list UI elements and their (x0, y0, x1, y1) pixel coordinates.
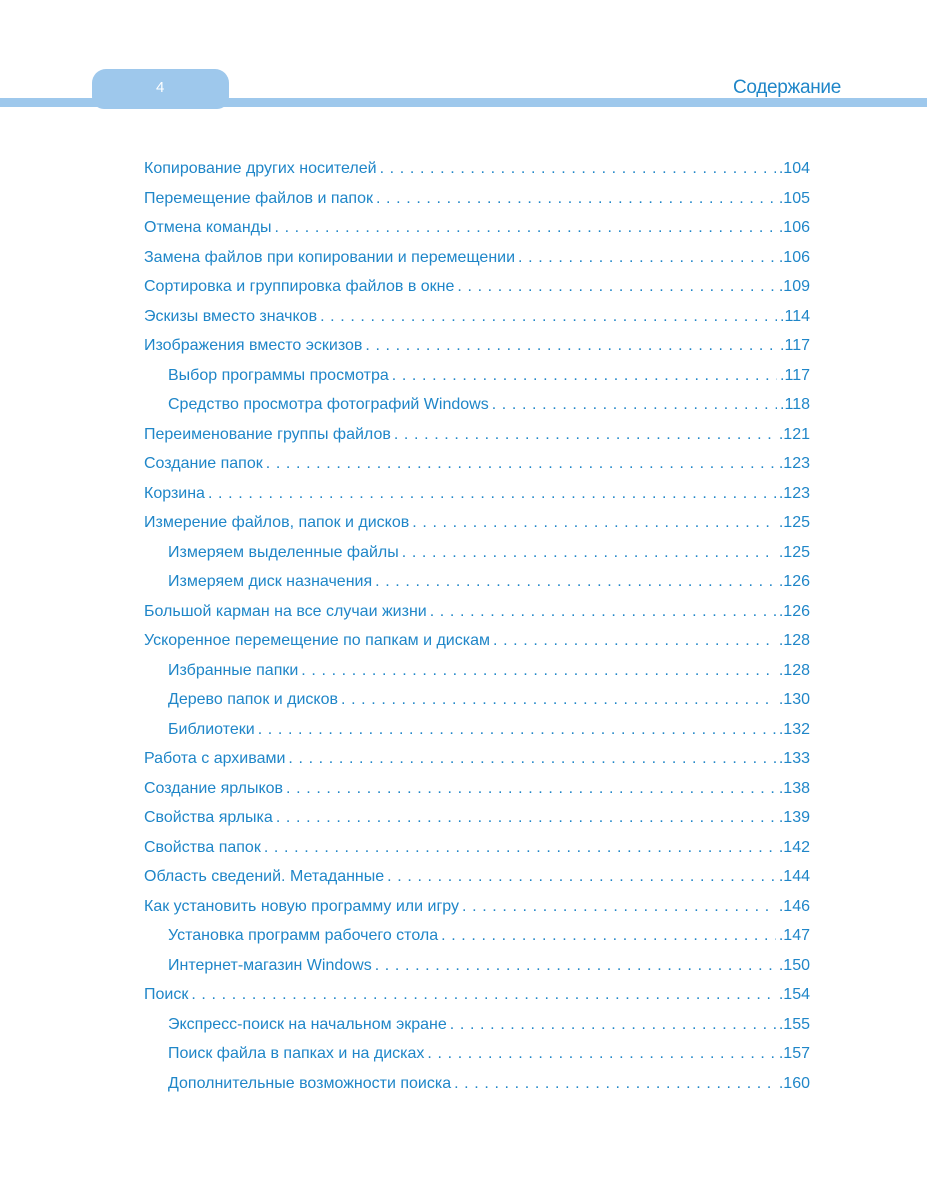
toc-entry-title: Измеряем диск назначения (168, 573, 373, 590)
toc-dot-leader (375, 957, 776, 975)
toc-dot-leader (457, 278, 775, 296)
toc-entry-page: .126 (778, 602, 810, 620)
toc-entry-page: .132 (778, 720, 810, 738)
toc-entry-page: .128 (778, 661, 810, 679)
toc-entry-title: Перемещение файлов и папок (144, 189, 373, 207)
toc-entry-title: Эскизы вместо значков (144, 307, 318, 325)
toc-dot-leader (493, 632, 776, 650)
toc-entry[interactable] (144, 367, 810, 397)
toc-entry-title: Переименование группы файлов (144, 425, 391, 443)
toc-entry[interactable] (144, 750, 810, 780)
toc-dot-leader (430, 603, 776, 621)
toc-dot-leader (375, 573, 776, 591)
toc-entry-title: Интернет-магазин Windows (168, 956, 372, 974)
toc-dot-leader (492, 396, 777, 414)
toc-dot-leader (301, 662, 776, 680)
toc-entry[interactable] (144, 573, 810, 603)
toc-dot-leader (454, 1075, 776, 1093)
toc-dot-leader (450, 1016, 776, 1034)
toc-entry-title: Изображения вместо эскизов (144, 337, 363, 354)
toc-dot-leader (402, 544, 776, 562)
toc-entry[interactable] (144, 514, 810, 544)
toc-entry[interactable] (144, 632, 810, 662)
section-title: Содержание (732, 77, 841, 98)
toc-entry-page: .106 (778, 248, 810, 266)
toc-entry-page: .123 (778, 484, 810, 502)
toc-entry[interactable] (144, 780, 810, 810)
toc-dot-leader (518, 249, 776, 267)
toc-entry[interactable] (144, 662, 810, 692)
toc-dot-leader (320, 308, 777, 326)
toc-dot-leader (208, 485, 776, 503)
toc-entry-page: .142 (778, 838, 810, 856)
toc-entry-page: .121 (778, 425, 810, 443)
toc-entry-title: Работа с архивами (144, 750, 286, 767)
toc-entry[interactable] (144, 278, 810, 308)
toc-entry-title: Корзина (144, 484, 205, 502)
toc-entry-page: .160 (778, 1074, 810, 1092)
toc-entry[interactable] (144, 396, 810, 426)
toc-entry[interactable] (144, 308, 810, 338)
toc-dot-leader (258, 721, 776, 739)
toc-entry-page: .123 (778, 455, 810, 472)
toc-entry[interactable] (144, 160, 810, 190)
toc-entry[interactable] (144, 691, 810, 721)
toc-entry-page: .125 (778, 514, 810, 531)
toc-entry-page: .125 (778, 543, 810, 561)
toc-entry[interactable] (144, 249, 810, 279)
toc-entry-title: Библиотеки (168, 720, 255, 738)
toc-entry[interactable] (144, 426, 810, 456)
toc-entry-title: Как установить новую программу или игру (144, 897, 460, 915)
toc-entry[interactable] (144, 898, 810, 928)
toc-entry-page: .155 (778, 1015, 810, 1033)
toc-entry-page: .109 (778, 278, 810, 295)
toc-dot-leader (376, 190, 776, 208)
toc-entry[interactable] (144, 337, 810, 367)
toc-entry-title: Область сведений. Метаданные (144, 868, 385, 885)
toc-entry[interactable] (144, 839, 810, 869)
toc-entry-page: .126 (778, 573, 810, 590)
toc-entry[interactable] (144, 603, 810, 633)
toc-dot-leader (387, 868, 776, 886)
toc-dot-leader (275, 219, 776, 237)
toc-entry[interactable] (144, 455, 810, 485)
toc-entry-title: Поиск (144, 986, 189, 1003)
toc-entry-title: Поиск файла в папках и на дисках (168, 1045, 425, 1062)
toc-dot-leader (286, 780, 776, 798)
toc-entry-title: Выбор программы просмотра (168, 366, 389, 384)
toc-dot-leader (427, 1045, 775, 1063)
toc-entry-page: .130 (778, 691, 810, 708)
toc-entry-page: .133 (778, 750, 810, 767)
toc-entry-title: Измерение файлов, папок и дисков (144, 514, 410, 531)
toc-entry-title: Измеряем выделенные файлы (168, 543, 399, 561)
toc-entry-page: .146 (778, 897, 810, 915)
toc-entry[interactable] (144, 1075, 810, 1105)
toc-dot-leader (412, 514, 776, 532)
toc-dot-leader (266, 455, 776, 473)
toc-entry-title: Создание папок (144, 455, 263, 472)
toc-dot-leader (264, 839, 776, 857)
toc-entry-title: Свойства ярлыка (144, 809, 273, 826)
toc-entry-page: .106 (778, 219, 810, 236)
page-number: 4 (156, 79, 165, 96)
toc-dot-leader (462, 898, 776, 916)
toc-entry-page: .105 (778, 189, 810, 207)
toc-entry[interactable] (144, 809, 810, 839)
toc-entry-page: .128 (778, 632, 810, 649)
toc-entry[interactable] (144, 927, 810, 957)
toc-entry[interactable] (144, 1016, 810, 1046)
toc-entry-title: Избранные папки (168, 661, 299, 679)
toc-dot-leader (365, 337, 777, 355)
toc-entry-title: Свойства папок (144, 838, 261, 856)
toc-entry[interactable] (144, 1045, 810, 1075)
toc-entry-title: Ускоренное перемещение по папкам и дискам (144, 632, 490, 649)
toc-dot-leader (394, 426, 776, 444)
toc-entry[interactable] (144, 957, 810, 987)
toc-entry[interactable] (144, 219, 810, 249)
toc-entry-title: Дерево папок и дисков (168, 691, 338, 708)
toc-entry-title: Средство просмотра фотографий Windows (168, 396, 489, 413)
toc-dot-leader (288, 750, 775, 768)
table-of-contents (144, 160, 810, 1104)
toc-dot-leader (276, 809, 776, 827)
toc-entry-title: Сортировка и группировка файлов в окне (144, 278, 455, 295)
toc-entry-page: .114 (780, 307, 810, 325)
toc-entry-page: .144 (778, 868, 810, 885)
toc-entry-title: Создание ярлыков (144, 779, 284, 797)
toc-entry[interactable] (144, 544, 810, 574)
toc-entry-title: Экспресс-поиск на начальном экране (168, 1015, 447, 1033)
toc-dot-leader (380, 160, 776, 178)
toc-entry-page: .117 (780, 337, 810, 354)
toc-entry-page: .147 (778, 927, 810, 944)
toc-entry-page: .154 (778, 986, 810, 1003)
toc-entry[interactable] (144, 190, 810, 220)
toc-dot-leader (341, 691, 776, 709)
toc-entry-page: .138 (778, 779, 810, 797)
toc-entry-title: Отмена команды (144, 219, 272, 236)
toc-entry[interactable] (144, 721, 810, 751)
toc-entry-page: .150 (778, 956, 810, 974)
toc-entry-page: .139 (778, 809, 810, 826)
toc-entry-page: .104 (778, 160, 810, 177)
toc-entry-title: Дополнительные возможности поиска (168, 1074, 452, 1092)
toc-dot-leader (392, 367, 777, 385)
toc-entry-page: .118 (780, 396, 810, 413)
toc-dot-leader (441, 927, 776, 945)
toc-entry-title: Установка программ рабочего стола (168, 927, 439, 944)
toc-entry[interactable] (144, 986, 810, 1016)
toc-entry-page: .117 (780, 366, 810, 384)
toc-entry-title: Большой карман на все случаи жизни (144, 602, 427, 620)
toc-entry[interactable] (144, 485, 810, 515)
toc-entry[interactable] (144, 868, 810, 898)
toc-entry-title: Замена файлов при копировании и перемещении (144, 248, 516, 266)
toc-entry-page: .157 (778, 1045, 810, 1062)
toc-entry-title: Копирование других носителей (144, 160, 377, 177)
toc-dot-leader (191, 986, 776, 1004)
